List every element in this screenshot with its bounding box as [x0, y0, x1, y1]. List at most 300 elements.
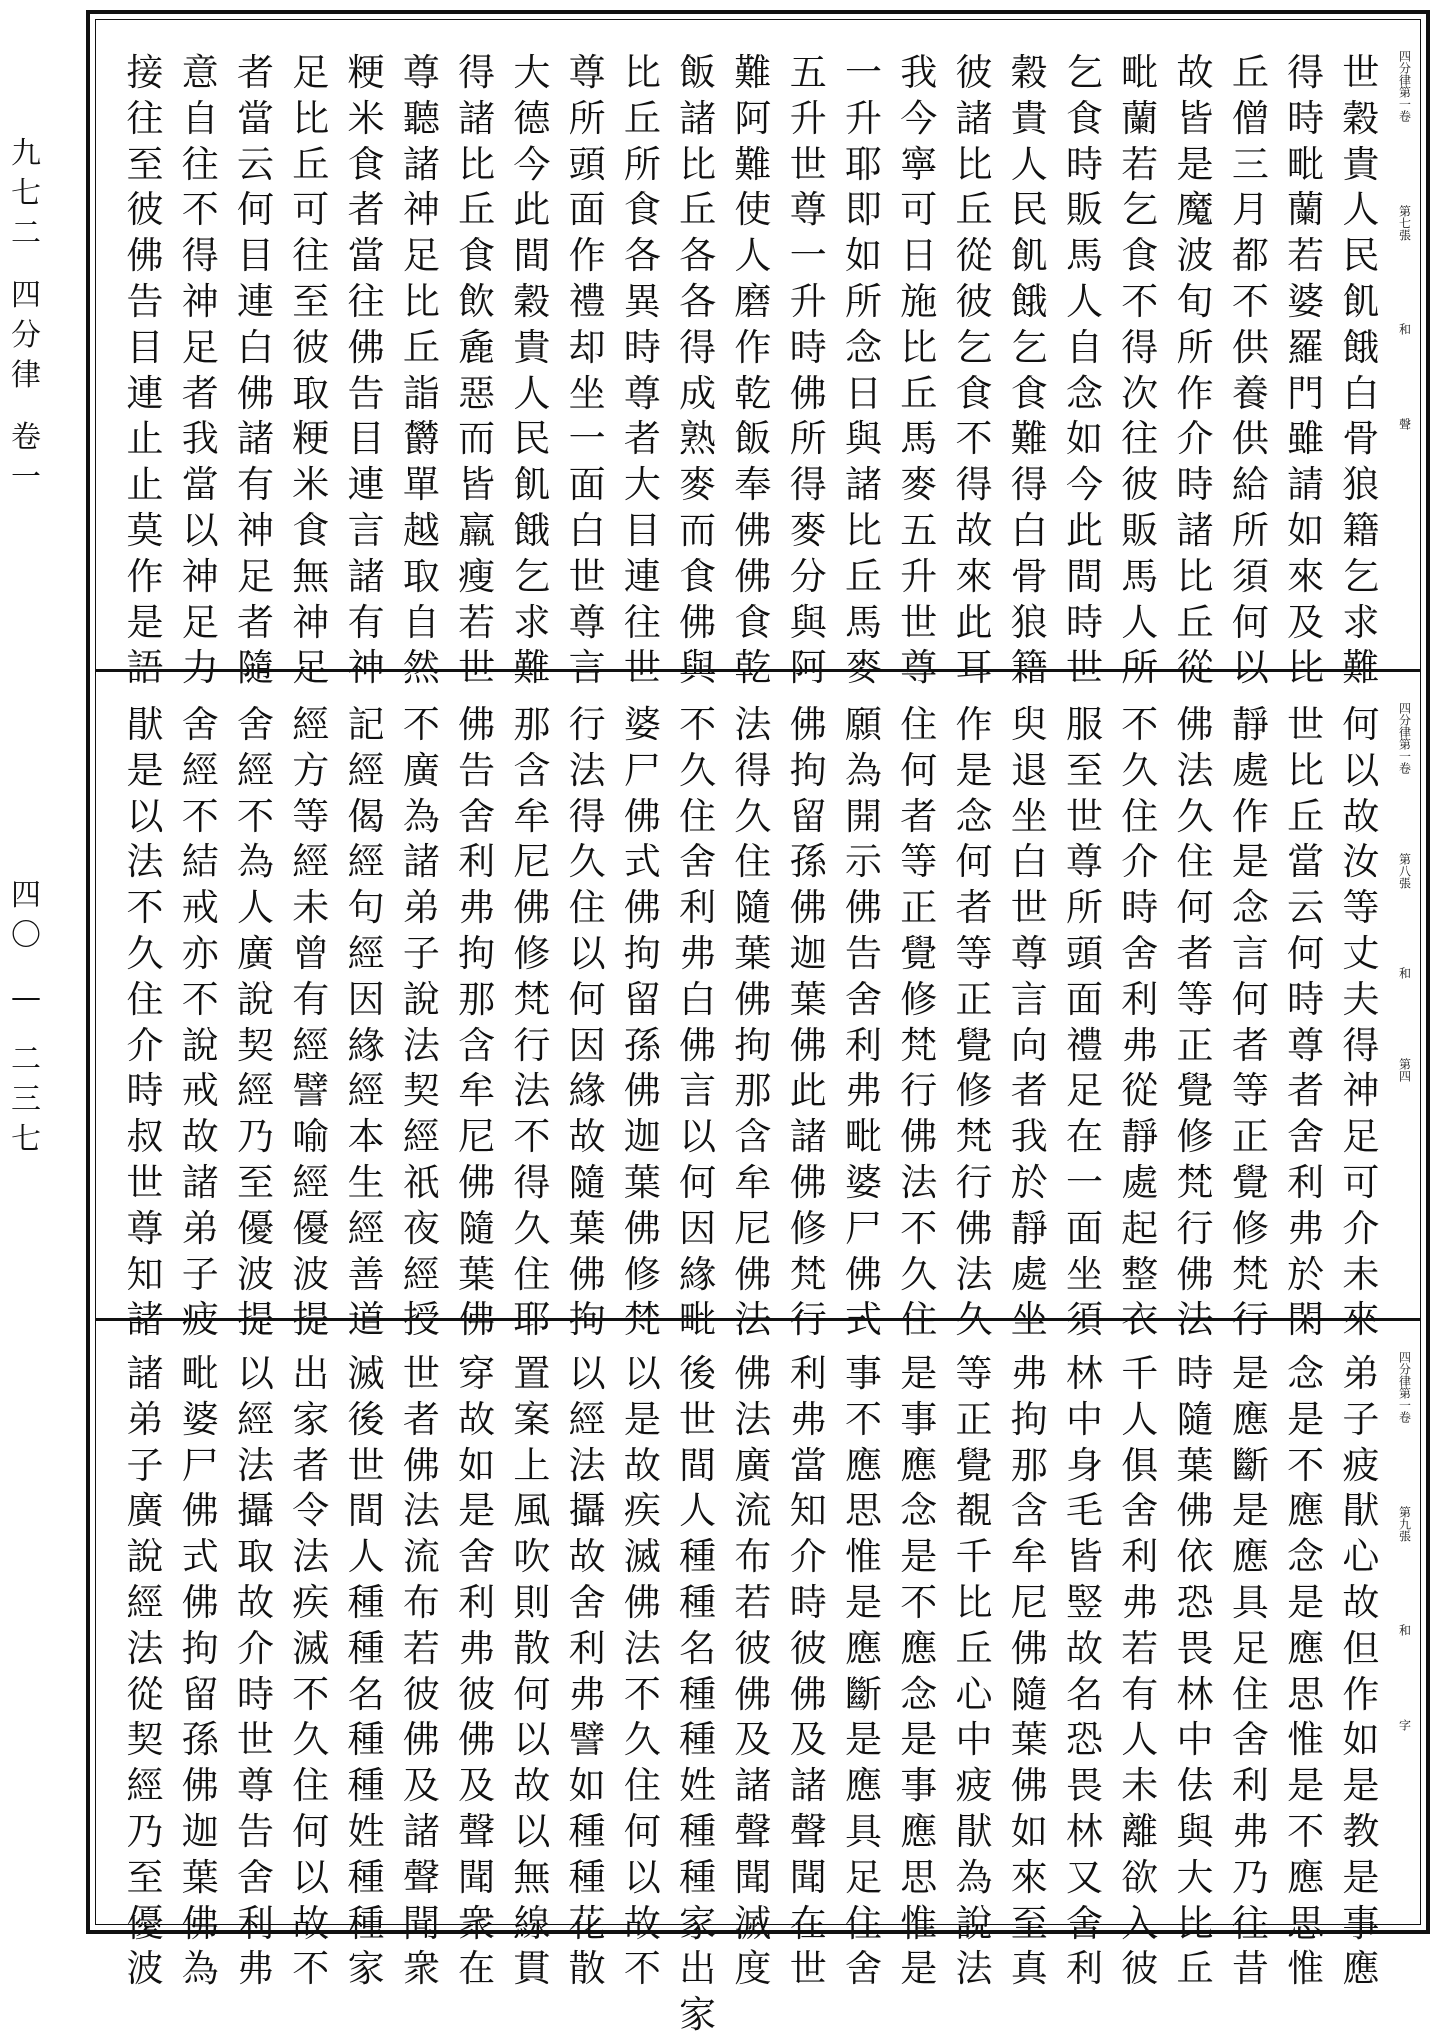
text-char: 與	[679, 646, 717, 690]
text-char: 則	[513, 1580, 551, 1624]
text-char: 佛	[955, 1206, 993, 1250]
text-char: 故	[458, 1397, 496, 1441]
text-char: 衆	[402, 1947, 440, 1991]
text-char: 佛	[734, 977, 772, 1021]
text-char: 教	[1342, 1809, 1380, 1853]
text-char: 食	[458, 234, 496, 278]
margin-char: 四	[11, 878, 41, 913]
text-char: 耶	[513, 1298, 551, 1342]
text-char: 彼	[1121, 463, 1159, 507]
text-char: 頭	[568, 142, 606, 186]
text-char: 置	[513, 1352, 551, 1395]
text-char: 是	[126, 748, 164, 792]
text-char: 疾	[623, 1489, 661, 1533]
text-char: 貴	[1010, 96, 1048, 140]
text-char: 示	[844, 840, 882, 884]
text-char: 是	[1287, 1580, 1325, 1624]
text-char: 以	[237, 1352, 275, 1395]
text-column	[673, 50, 723, 690]
running-header-item: 第八張	[1397, 852, 1412, 889]
text-char: 佛	[181, 1901, 219, 1945]
text-char: 久	[734, 794, 772, 838]
text-char: 尊	[402, 51, 440, 94]
text-char: 正	[1231, 1115, 1269, 1159]
text-char: 行	[789, 1298, 827, 1342]
text-char: 云	[237, 142, 275, 186]
text-char: 法	[1176, 748, 1214, 792]
text-char: 求	[513, 600, 551, 644]
text-char: 是	[844, 1718, 882, 1762]
text-char: 人	[237, 886, 275, 930]
text-char: 自	[402, 600, 440, 644]
text-char: 散	[568, 1947, 606, 1991]
text-char: 阿	[789, 646, 827, 690]
text-char: 度	[734, 1947, 772, 1991]
text-char: 禮	[568, 279, 606, 323]
text-panel-1	[96, 20, 1420, 690]
text-char: 羅	[1287, 325, 1325, 369]
text-char: 弟	[402, 886, 440, 930]
text-char: 世	[458, 646, 496, 690]
text-char: 連	[237, 279, 275, 323]
text-char: 散	[513, 1626, 551, 1670]
text-char: 不	[1231, 279, 1269, 323]
text-column	[341, 1351, 391, 1991]
text-char: 家	[679, 1993, 717, 2037]
text-char: 時	[789, 325, 827, 369]
text-char: 念	[900, 1672, 938, 1716]
text-char: 尊	[623, 371, 661, 415]
text-char: 皆	[1176, 96, 1214, 140]
text-char: 比	[679, 142, 717, 186]
text-char: 有	[1121, 1672, 1159, 1716]
text-char: 閑	[1287, 1298, 1325, 1342]
text-column	[175, 50, 225, 690]
text-char: 比	[1287, 646, 1325, 690]
text-char: 者	[955, 886, 993, 930]
text-char: 經	[347, 1069, 385, 1113]
text-char: 丘	[955, 188, 993, 232]
text-char: 亦	[181, 931, 219, 975]
text-column	[838, 1351, 888, 1991]
text-char: 言	[568, 646, 606, 690]
text-char: 此	[1066, 508, 1104, 552]
text-char: 念	[900, 1489, 938, 1533]
text-char: 種	[347, 1626, 385, 1670]
text-char: 是	[900, 1947, 938, 1991]
text-char: 葉	[568, 1206, 606, 1250]
text-char: 牟	[458, 1069, 496, 1113]
text-char: 異	[623, 279, 661, 323]
text-char: 是	[623, 1397, 661, 1441]
text-columns	[120, 702, 1386, 1342]
text-char: 住	[292, 1764, 330, 1808]
text-char: 葉	[181, 1855, 219, 1899]
text-char: 覺	[1231, 1160, 1269, 1204]
text-char: 尊	[568, 51, 606, 94]
text-char: 佛	[789, 1160, 827, 1204]
text-char: 可	[292, 188, 330, 232]
text-char: 不	[955, 417, 993, 461]
text-char: 等	[955, 1352, 993, 1395]
text-char: 法	[734, 1298, 772, 1342]
text-char: 佛	[734, 554, 772, 598]
text-char: 丘	[458, 188, 496, 232]
text-char: 往	[181, 142, 219, 186]
text-char: 何	[623, 1809, 661, 1853]
text-char: 恐	[1066, 1718, 1104, 1762]
text-char: 欲	[1121, 1855, 1159, 1899]
text-char: 得	[1342, 1023, 1380, 1067]
text-char: 丘	[402, 325, 440, 369]
text-char: 斷	[844, 1672, 882, 1716]
text-char: 接	[126, 51, 164, 94]
text-char: 彼	[955, 279, 993, 323]
text-char: 奉	[734, 463, 772, 507]
text-char: 佛	[181, 1580, 219, 1624]
text-char: 日	[844, 371, 882, 415]
text-char: 隨	[1010, 1672, 1048, 1716]
running-header-item: 第九張	[1397, 1505, 1412, 1542]
text-char: 是	[1176, 142, 1214, 186]
text-char: 住	[1176, 840, 1214, 884]
text-char: 三	[1231, 142, 1269, 186]
text-char: 佛	[623, 1069, 661, 1113]
text-char: 何	[1231, 600, 1269, 644]
text-char: 世	[1066, 646, 1104, 690]
text-char: 可	[900, 188, 938, 232]
text-char: 應	[1287, 1626, 1325, 1670]
text-column	[1225, 702, 1275, 1342]
text-char: 佛	[1176, 1252, 1214, 1296]
text-char: 是	[1342, 1764, 1380, 1808]
text-char: 以	[181, 508, 219, 552]
text-char: 修	[1231, 1206, 1269, 1250]
text-char: 間	[679, 1443, 717, 1487]
text-char: 足	[1066, 1069, 1104, 1113]
running-header-item: 和	[1397, 1624, 1412, 1637]
text-char: 連	[623, 554, 661, 598]
margin-char: 卷	[11, 420, 41, 455]
text-char: 尊	[1287, 1023, 1325, 1067]
text-char: 佛	[789, 1023, 827, 1067]
text-column	[783, 50, 833, 690]
text-char: 臾	[1010, 703, 1048, 746]
text-char: 往	[126, 96, 164, 140]
text-char: 魔	[1176, 188, 1214, 232]
text-column	[1115, 50, 1165, 690]
text-char: 不	[623, 1947, 661, 1991]
text-char: 布	[402, 1580, 440, 1624]
text-char: 得	[1121, 325, 1159, 369]
text-char: 舍	[237, 1855, 275, 1899]
text-char: 佛	[1010, 1626, 1048, 1670]
text-char: 足	[292, 646, 330, 690]
text-char: 以	[1342, 748, 1380, 792]
text-char: 食	[679, 554, 717, 598]
text-char: 流	[734, 1489, 772, 1533]
text-char: 佛	[679, 600, 717, 644]
text-char: 等	[1342, 886, 1380, 930]
text-char: 作	[1231, 794, 1269, 838]
text-char: 思	[900, 1855, 938, 1899]
text-char: 從	[955, 234, 993, 278]
text-char: 整	[1121, 1252, 1159, 1296]
text-char: 介	[237, 1626, 275, 1670]
text-char: 何	[955, 840, 993, 884]
text-char: 以	[513, 1718, 551, 1762]
text-char: 時	[1287, 977, 1325, 1021]
running-header-item: 四分律第一卷	[1397, 702, 1412, 774]
text-char: 以	[513, 1809, 551, 1853]
text-char: 尊	[900, 646, 938, 690]
text-char: 未	[1342, 1252, 1380, 1296]
text-char: 是	[844, 1580, 882, 1624]
text-char: 法	[402, 1023, 440, 1067]
text-char: 等	[1231, 1069, 1269, 1113]
margin-char: 〇	[11, 918, 41, 953]
text-column	[175, 702, 225, 1342]
text-char: 梵	[900, 1023, 938, 1067]
text-column	[452, 1351, 502, 1991]
text-char: 食	[1066, 96, 1104, 140]
text-char: 利	[1066, 1947, 1104, 1991]
text-char: 種	[568, 1809, 606, 1853]
text-char: 若	[1121, 1626, 1159, 1670]
text-char: 應	[1287, 1855, 1325, 1899]
text-char: 竪	[1066, 1580, 1104, 1624]
text-char: 利	[568, 1626, 606, 1670]
text-char: 以	[679, 1115, 717, 1159]
margin-char: —	[11, 980, 41, 1015]
text-char: 舍	[458, 794, 496, 838]
text-char: 念	[955, 794, 993, 838]
text-char: 供	[1231, 417, 1269, 461]
text-char: 丘	[623, 96, 661, 140]
text-char: 作	[568, 234, 606, 278]
text-column	[783, 1351, 833, 1991]
text-char: 利	[1231, 1764, 1269, 1808]
text-char: 尊	[126, 1206, 164, 1250]
text-char: 佉	[1176, 1764, 1214, 1808]
running-header-item: 四分律第一卷	[1397, 1351, 1412, 1423]
text-char: 利	[1287, 1160, 1325, 1204]
text-char: 告	[347, 371, 385, 415]
text-char: 故	[955, 508, 993, 552]
text-char: 神	[237, 508, 275, 552]
text-char: 戒	[181, 886, 219, 930]
text-char: 佛	[734, 1252, 772, 1296]
text-char: 姓	[679, 1764, 717, 1808]
text-char: 白	[679, 977, 717, 1021]
text-char: 梵	[513, 977, 551, 1021]
text-char: 中	[955, 1718, 993, 1762]
text-char: 授	[402, 1298, 440, 1342]
text-char: 世	[1066, 794, 1104, 838]
text-char: 弗	[237, 1947, 275, 1991]
text-char: 法	[955, 1252, 993, 1296]
text-char: 比	[458, 142, 496, 186]
text-char: 惟	[844, 1535, 882, 1579]
text-char: 舍	[458, 1535, 496, 1579]
text-char: 人	[679, 1489, 717, 1533]
text-char: 應	[1287, 1489, 1325, 1533]
text-char: 行	[513, 1023, 551, 1067]
text-char: 丘	[1176, 600, 1214, 644]
text-char: 難	[734, 142, 772, 186]
text-char: 毗	[1121, 51, 1159, 94]
text-char: 至	[1010, 1901, 1048, 1945]
text-char: 契	[402, 1069, 440, 1113]
text-char: 自	[181, 96, 219, 140]
text-char: 經	[292, 1160, 330, 1204]
text-char: 法	[237, 1443, 275, 1487]
text-char: 間	[347, 1489, 385, 1533]
text-char: 足	[1342, 1115, 1380, 1159]
text-char: 林	[1176, 1672, 1214, 1716]
text-char: 至	[126, 142, 164, 186]
text-char: 人	[347, 1535, 385, 1579]
text-char: 梵	[789, 1252, 827, 1296]
margin-volume-label	[0, 134, 52, 498]
text-char: 那	[458, 977, 496, 1021]
text-char: 介	[1121, 840, 1159, 884]
text-char: 孫	[789, 840, 827, 884]
text-char: 及	[734, 1718, 772, 1762]
text-column	[617, 50, 667, 690]
text-char: 者	[1231, 1023, 1269, 1067]
text-char: 聞	[458, 1855, 496, 1899]
text-char: 毗	[844, 1115, 882, 1159]
text-char: 攝	[237, 1489, 275, 1533]
text-char: 入	[1121, 1901, 1159, 1945]
text-char: 種	[347, 1764, 385, 1808]
text-char: 諸	[402, 142, 440, 186]
text-char: 說	[237, 977, 275, 1021]
text-char: 聲	[402, 1855, 440, 1899]
text-char: 隨	[568, 1160, 606, 1204]
text-char: 得	[734, 748, 772, 792]
text-column	[673, 1351, 723, 2037]
text-char: 各	[679, 234, 717, 278]
text-char: 者	[1176, 931, 1214, 975]
text-char: 如	[1010, 1809, 1048, 1853]
text-char: 祇	[402, 1160, 440, 1204]
text-char: 人	[1121, 600, 1159, 644]
text-char: 提	[237, 1298, 275, 1342]
text-char: 來	[1342, 1298, 1380, 1342]
text-char: 修	[623, 1252, 661, 1296]
text-char: 聞	[402, 1901, 440, 1945]
text-char: 分	[789, 554, 827, 598]
text-char: 須	[1231, 554, 1269, 598]
text-char: 事	[900, 1397, 938, 1441]
text-char: 住	[568, 886, 606, 930]
text-char: 廣	[734, 1443, 772, 1487]
text-char: 至	[292, 279, 330, 323]
text-char: 丘	[679, 188, 717, 232]
text-char: 越	[402, 508, 440, 552]
text-char: 神	[402, 188, 440, 232]
text-char: 弗	[458, 1626, 496, 1670]
text-char: 我	[1010, 1115, 1048, 1159]
text-column	[175, 1351, 225, 1991]
text-char: 人	[734, 234, 772, 278]
text-char: 此	[789, 1069, 827, 1113]
text-char: 餓	[1342, 325, 1380, 369]
text-char: 至	[1066, 748, 1104, 792]
text-char: 食	[734, 600, 772, 644]
text-char: 經	[347, 748, 385, 792]
text-char: 應	[900, 1809, 938, 1853]
text-char: 波	[1176, 234, 1214, 278]
text-char: 婆	[181, 1397, 219, 1441]
text-char: 不	[679, 703, 717, 746]
text-char: 久	[900, 1252, 938, 1296]
text-column	[673, 702, 723, 1342]
text-char: 住	[513, 1252, 551, 1296]
text-char: 白	[237, 325, 275, 369]
text-char: 而	[679, 508, 717, 552]
text-char: 不	[292, 1672, 330, 1716]
text-char: 佛	[1010, 1764, 1048, 1808]
text-char: 優	[292, 1206, 330, 1250]
text-column	[120, 50, 170, 690]
text-char: 目	[126, 325, 164, 369]
text-char: 佛	[347, 325, 385, 369]
text-column	[231, 702, 281, 1342]
text-char: 故	[568, 1535, 606, 1579]
text-char: 思	[1287, 1901, 1325, 1945]
text-char: 諸	[789, 1764, 827, 1808]
text-char: 給	[1231, 463, 1269, 507]
text-char: 飯	[679, 51, 717, 94]
text-char: 飲	[458, 279, 496, 323]
text-char: 行	[568, 703, 606, 746]
text-char: 不	[513, 1115, 551, 1159]
text-char: 告	[844, 931, 882, 975]
text-char: 世	[1287, 703, 1325, 746]
text-char: 者	[900, 794, 938, 838]
text-char: 故	[623, 1901, 661, 1945]
text-column	[1060, 50, 1110, 690]
text-char: 諸	[126, 1352, 164, 1395]
text-char: 如	[1287, 508, 1325, 552]
text-char: 尊	[1066, 840, 1104, 884]
text-char: 方	[292, 748, 330, 792]
text-char: 猒	[955, 1809, 993, 1853]
text-char: 飢	[1342, 279, 1380, 323]
text-char: 弗	[1287, 1206, 1325, 1250]
text-char: 滅	[347, 1352, 385, 1395]
text-char: 畏	[1176, 1626, 1214, 1670]
text-char: 出	[292, 1352, 330, 1395]
text-char: 一	[1066, 1160, 1104, 1204]
text-char: 蘭	[1121, 96, 1159, 140]
text-char: 弗	[458, 886, 496, 930]
text-char: 佛	[237, 371, 275, 415]
text-char: 知	[126, 1252, 164, 1296]
text-char: 家	[292, 1397, 330, 1441]
text-char: 衆	[458, 1901, 496, 1945]
text-char: 彼	[458, 1672, 496, 1716]
text-char: 當	[789, 1443, 827, 1487]
text-column	[1225, 50, 1275, 690]
text-char: 以	[568, 1352, 606, 1395]
text-char: 一	[568, 417, 606, 461]
text-char: 丘	[292, 142, 330, 186]
text-char: 佛	[458, 703, 496, 746]
